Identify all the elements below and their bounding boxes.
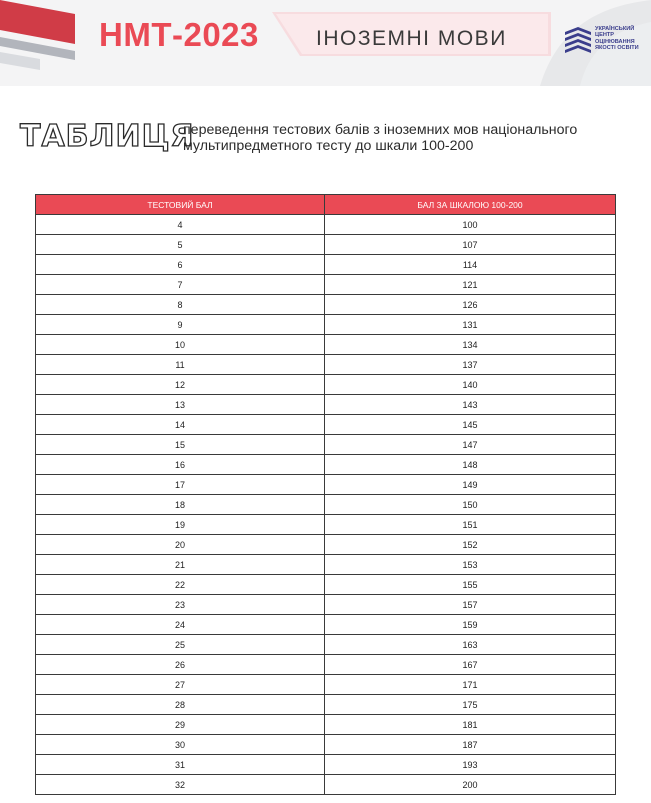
table-row — [36, 435, 616, 455]
logo-mark-icon — [563, 26, 593, 56]
table-row — [36, 555, 616, 575]
test-score-cell: 21 — [36, 555, 325, 575]
test-score-cell: 30 — [36, 735, 325, 755]
subject-title: ІНОЗЕМНІ МОВИ — [316, 27, 507, 50]
table-heading-label: ТАБЛИЦЯ — [20, 119, 195, 154]
test-score-cell: 6 — [36, 255, 325, 275]
table-row — [36, 575, 616, 595]
table-row — [36, 655, 616, 675]
scaled-score-cell: 187 — [325, 735, 616, 755]
table-row — [36, 755, 616, 775]
scaled-score-cell: 155 — [325, 575, 616, 595]
table-heading-description: переведення тестових балів з іноземних мов національного мультипредметного тесту до шкали 100-200 — [183, 122, 578, 154]
scaled-score-cell: 121 — [325, 275, 616, 295]
test-score-cell: 4 — [36, 215, 325, 235]
column-header-test-score: ТЕСТОВИЙ БАЛ — [36, 195, 325, 215]
table-row — [36, 395, 616, 415]
scaled-score-cell: 149 — [325, 475, 616, 495]
scaled-score-cell: 163 — [325, 635, 616, 655]
table-body — [36, 215, 616, 795]
scaled-score-cell: 148 — [325, 455, 616, 475]
test-score-cell: 19 — [36, 515, 325, 535]
test-score-cell: 18 — [36, 495, 325, 515]
test-score-cell: 8 — [36, 295, 325, 315]
test-score-cell: 7 — [36, 275, 325, 295]
scaled-score-cell: 100 — [325, 215, 616, 235]
table-row — [36, 775, 616, 795]
scaled-score-cell: 107 — [325, 235, 616, 255]
table-row — [36, 595, 616, 615]
logo-text: УКРАЇНСЬКИЙ ЦЕНТР ОЦІНЮВАННЯ ЯКОСТІ ОСВІТИ — [595, 26, 639, 51]
scaled-score-cell: 131 — [325, 315, 616, 335]
scaled-score-cell: 200 — [325, 775, 616, 795]
scaled-score-cell: 147 — [325, 435, 616, 455]
scaled-score-cell: 152 — [325, 535, 616, 555]
table-row — [36, 515, 616, 535]
table-row — [36, 295, 616, 315]
test-score-cell: 12 — [36, 375, 325, 395]
scaled-score-cell: 171 — [325, 675, 616, 695]
test-score-cell: 16 — [36, 455, 325, 475]
scaled-score-cell: 134 — [325, 335, 616, 355]
conversion-table — [35, 194, 616, 795]
table-row — [36, 615, 616, 635]
table-row — [36, 455, 616, 475]
test-score-cell: 15 — [36, 435, 325, 455]
test-score-cell: 17 — [36, 475, 325, 495]
scaled-score-cell: 143 — [325, 395, 616, 415]
scaled-score-cell: 157 — [325, 595, 616, 615]
test-score-cell: 22 — [36, 575, 325, 595]
scaled-score-cell: 167 — [325, 655, 616, 675]
test-score-cell: 9 — [36, 315, 325, 335]
test-score-cell: 10 — [36, 335, 325, 355]
table-row — [36, 695, 616, 715]
scaled-score-cell: 140 — [325, 375, 616, 395]
scaled-score-cell: 175 — [325, 695, 616, 715]
table-row — [36, 735, 616, 755]
test-score-cell: 20 — [36, 535, 325, 555]
scaled-score-cell: 150 — [325, 495, 616, 515]
test-score-cell: 13 — [36, 395, 325, 415]
table-row — [36, 275, 616, 295]
scaled-score-cell: 145 — [325, 415, 616, 435]
scaled-score-cell: 159 — [325, 615, 616, 635]
table-header-row — [36, 195, 616, 215]
table-row — [36, 675, 616, 695]
table-row — [36, 335, 616, 355]
ucoyo-logo — [563, 26, 643, 56]
table-row — [36, 415, 616, 435]
table-row — [36, 235, 616, 255]
test-score-cell: 11 — [36, 355, 325, 375]
test-score-cell: 24 — [36, 615, 325, 635]
table-row — [36, 635, 616, 655]
table-row — [36, 255, 616, 275]
column-header-scaled-score: БАЛ ЗА ШКАЛОЮ 100-200 — [325, 195, 616, 215]
table-row — [36, 355, 616, 375]
scaled-score-cell: 193 — [325, 755, 616, 775]
table-row — [36, 215, 616, 235]
scaled-score-cell: 114 — [325, 255, 616, 275]
table-row — [36, 535, 616, 555]
header-banner — [0, 0, 651, 86]
test-score-cell: 25 — [36, 635, 325, 655]
table-row — [36, 475, 616, 495]
table-row — [36, 715, 616, 735]
test-score-cell: 14 — [36, 415, 325, 435]
scaled-score-cell: 137 — [325, 355, 616, 375]
scaled-score-cell: 153 — [325, 555, 616, 575]
test-score-cell: 26 — [36, 655, 325, 675]
table-row — [36, 315, 616, 335]
test-score-cell: 27 — [36, 675, 325, 695]
scaled-score-cell: 151 — [325, 515, 616, 535]
exam-title: НМТ-2023 — [99, 16, 259, 53]
scaled-score-cell: 181 — [325, 715, 616, 735]
test-score-cell: 32 — [36, 775, 325, 795]
test-score-cell: 23 — [36, 595, 325, 615]
table-row — [36, 495, 616, 515]
test-score-cell: 28 — [36, 695, 325, 715]
test-score-cell: 5 — [36, 235, 325, 255]
table-row — [36, 375, 616, 395]
test-score-cell: 31 — [36, 755, 325, 775]
scaled-score-cell: 126 — [325, 295, 616, 315]
test-score-cell: 29 — [36, 715, 325, 735]
